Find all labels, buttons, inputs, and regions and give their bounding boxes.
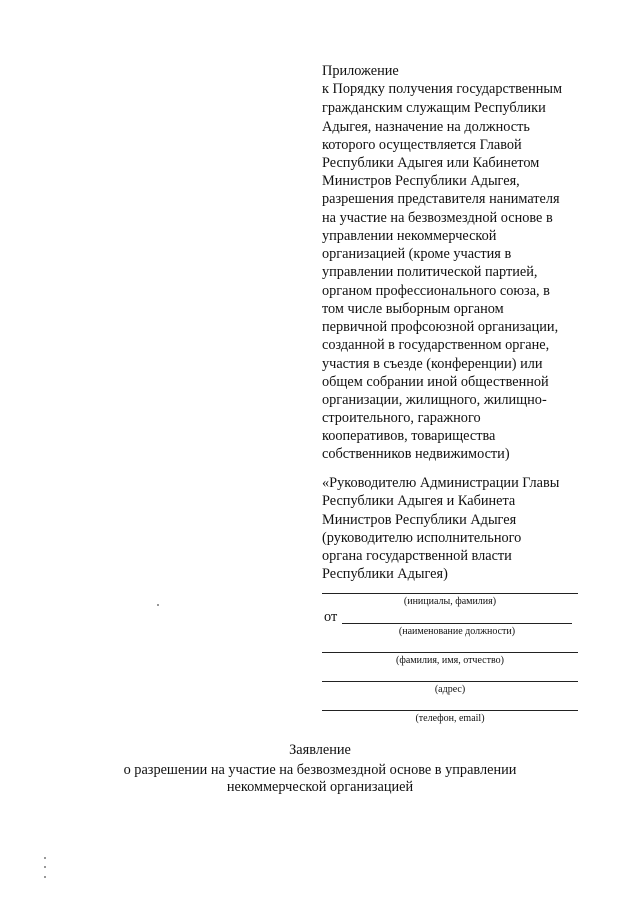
annex-line: участия в съезде (конференции) или	[322, 356, 543, 372]
annex-line: гражданским служащим Республики	[322, 100, 546, 116]
fullname-field[interactable]	[322, 652, 578, 653]
annex-line: том числе выборным органом	[322, 301, 504, 317]
annex-line: разрешения представителя нанимателя	[322, 191, 560, 207]
initials-caption: (инициалы, фамилия)	[403, 596, 497, 607]
scan-speck	[44, 866, 46, 868]
scan-speck	[44, 857, 46, 859]
scan-speck	[157, 604, 159, 606]
annex-line: к Порядку получения государственным	[322, 81, 563, 97]
contact-field[interactable]	[322, 710, 578, 711]
addressee-line: (руководителю исполнительного	[322, 530, 522, 546]
contact-caption: (телефон, email)	[415, 713, 485, 724]
position-caption: (наименование должности)	[398, 626, 516, 637]
annex-line: Республики Адыгея или Кабинетом	[322, 155, 540, 171]
addressee-line: Республики Адыгея)	[322, 566, 448, 582]
annex-line: собственников недвижимости)	[322, 446, 510, 462]
scan-speck	[44, 876, 46, 878]
address-caption: (адрес)	[434, 684, 466, 695]
annex-line: строительного, гаражного	[322, 410, 481, 426]
fullname-caption: (фамилия, имя, отчество)	[396, 655, 504, 666]
annex-line: Адыгея, назначение на должность	[322, 119, 530, 135]
annex-line: кооперативов, товарищества	[322, 428, 496, 444]
annex-line: организацией (кроме участия в	[322, 246, 512, 262]
annex-line: управлении некоммерческой	[322, 228, 497, 244]
addressee-line: Министров Республики Адыгея	[322, 512, 517, 528]
from-label: от	[324, 609, 338, 625]
statement-subtitle-line2: некоммерческой организацией	[226, 779, 414, 795]
statement-title: Заявление	[289, 742, 351, 758]
annex-line: общем собрании иной общественной	[322, 374, 549, 390]
addressee-line: «Руководителю Администрации Главы	[322, 475, 560, 491]
address-field[interactable]	[322, 681, 578, 682]
addressee-line: Республики Адыгея и Кабинета	[322, 493, 516, 509]
annex-line: которого осуществляется Главой	[322, 137, 522, 153]
annex-line: Министров Республики Адыгея,	[322, 173, 520, 189]
annex-line: организации, жилищного, жилищно-	[322, 392, 547, 408]
annex-line: на участие на безвозмездной основе в	[322, 210, 553, 226]
statement-subtitle-line1: о разрешении на участие на безвозмездной основе в управлении	[123, 762, 517, 778]
annex-line: управлении политической партией,	[322, 264, 538, 280]
initials-field[interactable]	[322, 593, 578, 594]
position-field[interactable]	[342, 623, 572, 624]
annex-line: созданной в государственном органе,	[322, 337, 550, 353]
annex-line: первичной профсоюзной организации,	[322, 319, 559, 335]
addressee-line: органа государственной власти	[322, 548, 512, 564]
annex-heading: Приложение	[322, 63, 399, 79]
annex-line: органом профессионального союза, в	[322, 283, 550, 299]
